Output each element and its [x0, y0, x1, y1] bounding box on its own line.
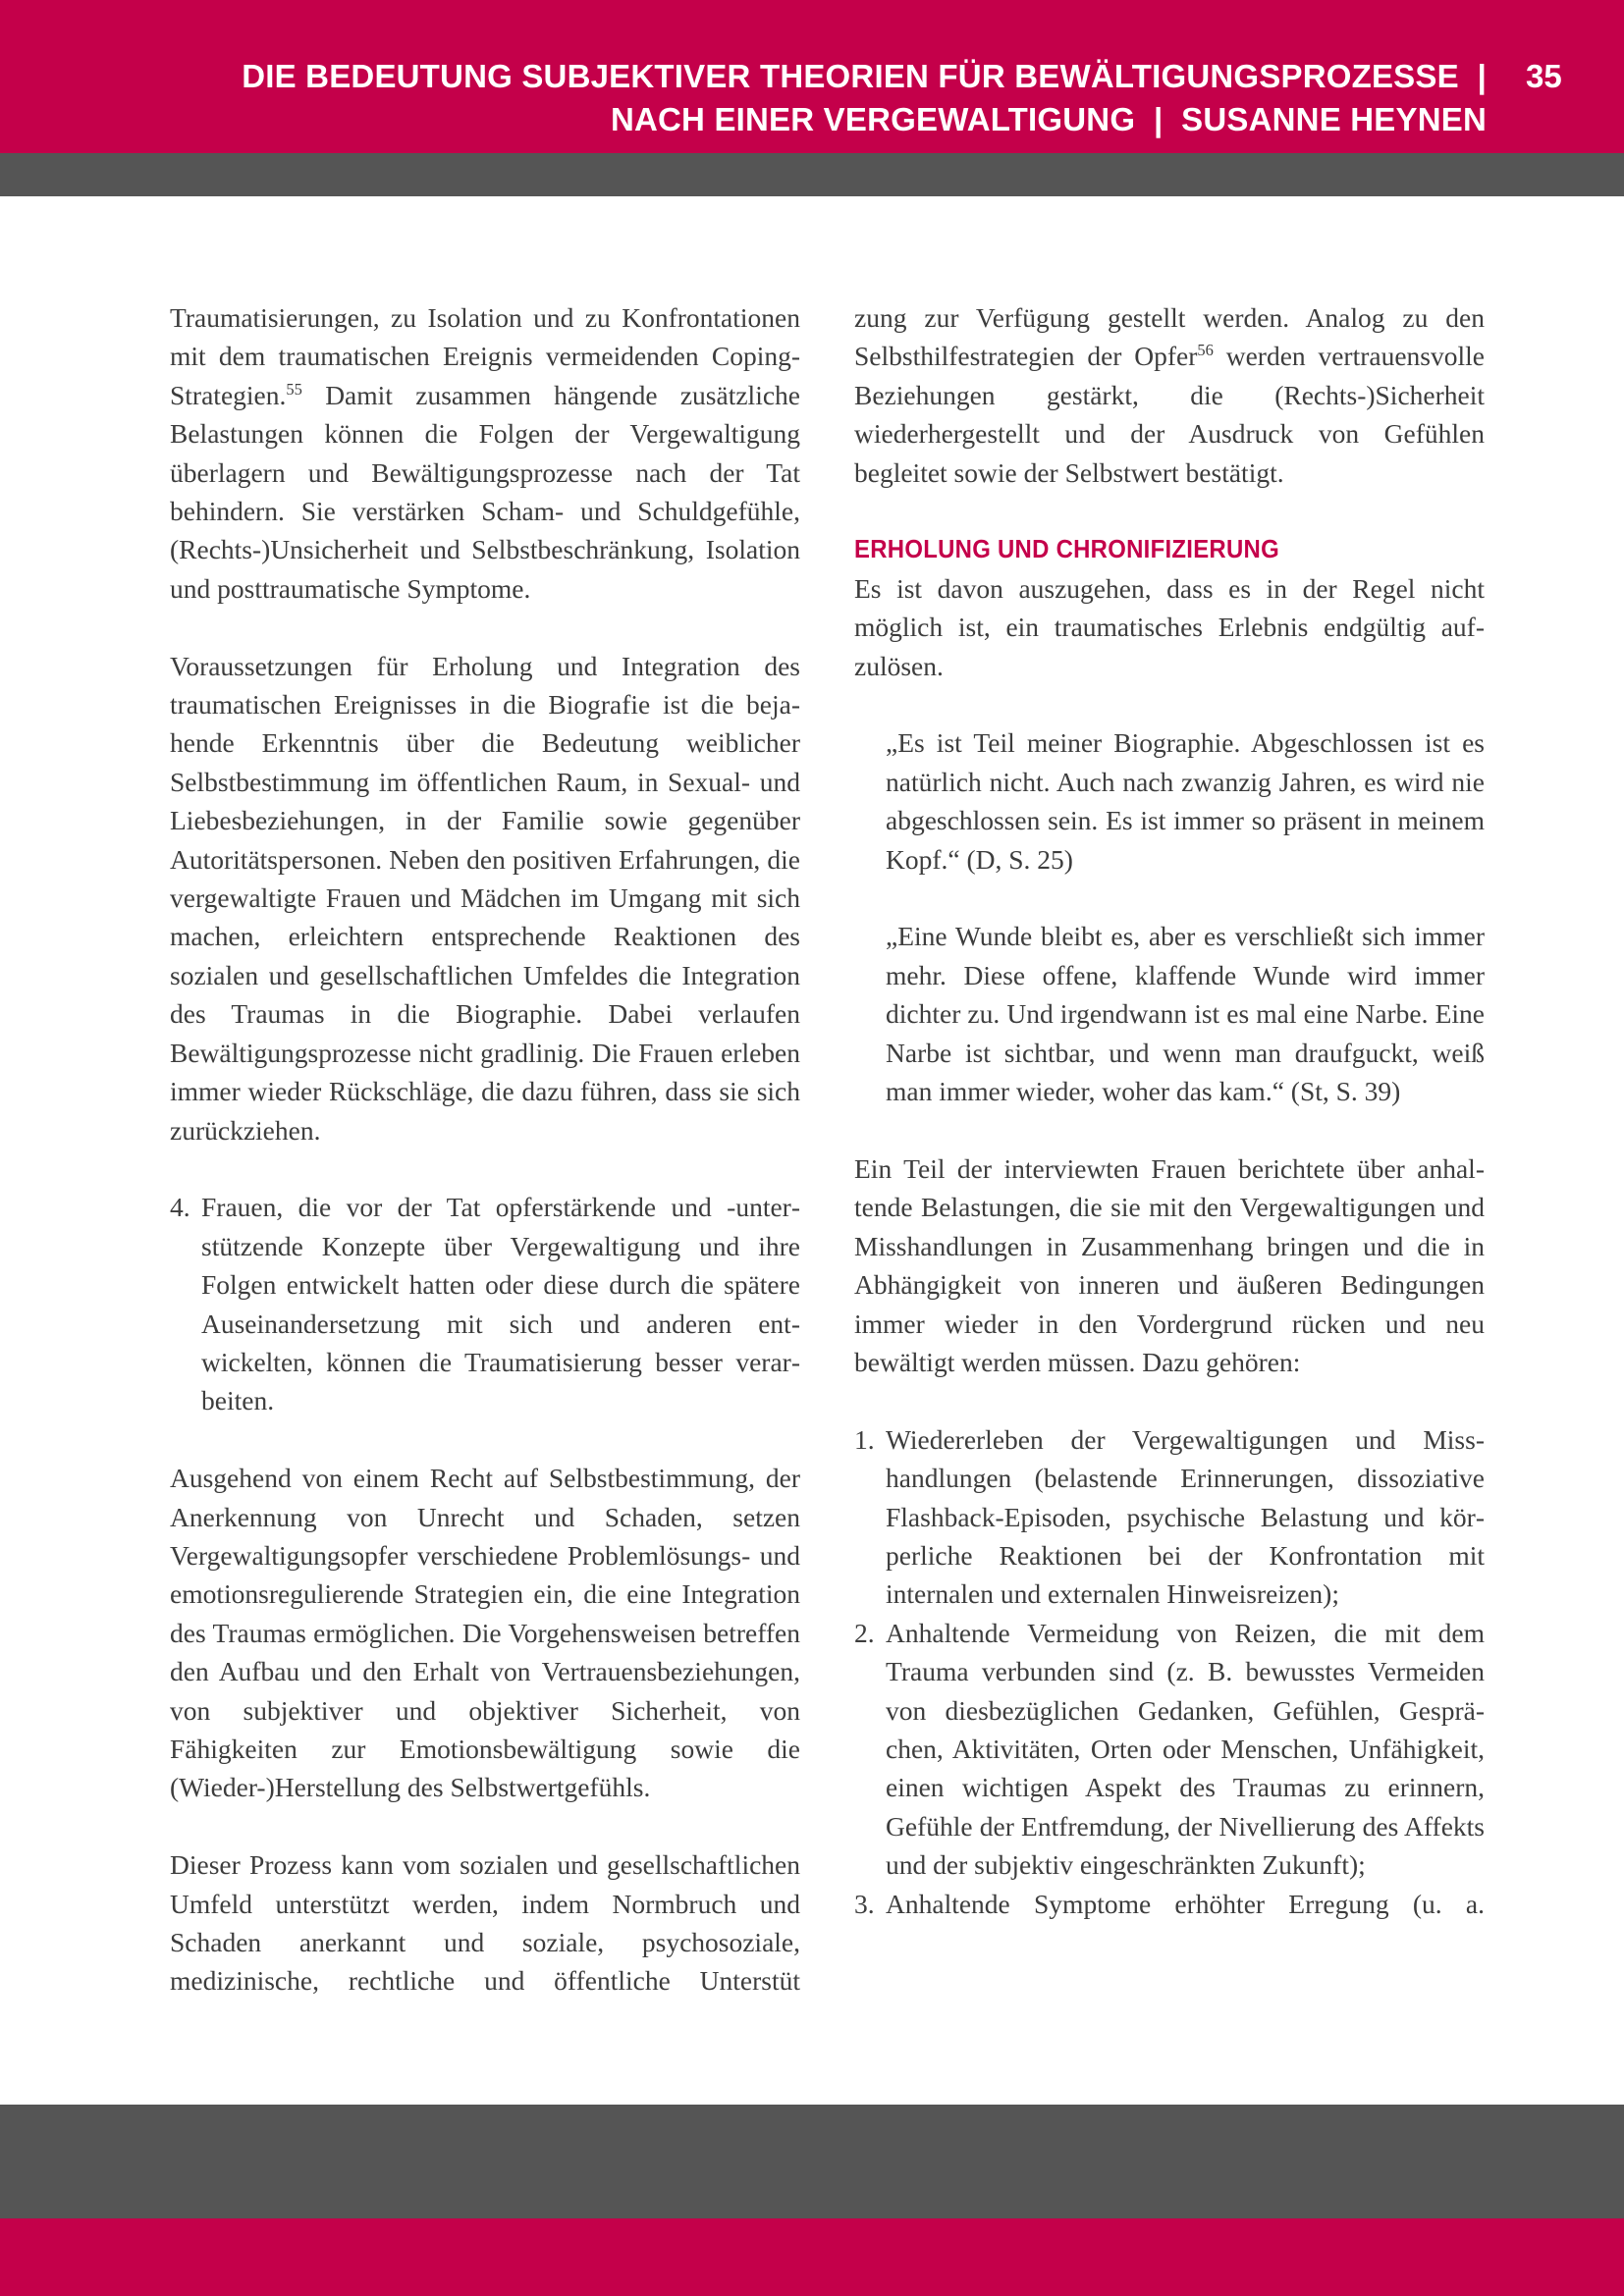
footnote-ref[interactable]: 55 — [286, 379, 302, 399]
footer-gray-stripe — [0, 2105, 1624, 2218]
paragraph: Ausgehend von einem Recht auf Selbstbestimmung, der Anerkennung von Unrecht und Schaden, setzen Vergewaltigungsopfer verschiedene Problemlösungs- und emotionsregulierende Strategien ein, die eine Integration des Traumas ermöglichen. Die Vorgehensweisen betreffen den Aufbau und den Erhalt von Vertrauensbeziehungen, von subjektiver und objektiver Sicherheit, von Fähigkeiten zur Emotionsbewältigung sowie die (Wieder-)Herstellung des Selbstwertgefühls. — [170, 1463, 800, 1803]
list-number: 1. — [854, 1423, 875, 1455]
running-header-line1: DIE BEDEUTUNG SUBJEKTIVER THEORIEN FÜR BEWÄLTIGUNGSPROZESSE | — [242, 58, 1487, 94]
list-text: Frauen, die vor der Tat opferstärkende und -unterstützende Konzepte über Vergewaltigung und ihre Folgen entwickelt hatten oder diese durch die spätere Auseinandersetzung mit sich und anderen entwickelten, können die Traumatisierung besser verarbeiten. — [201, 1192, 800, 1416]
paragraph: Voraussetzungen für Erholung und Integration des traumatischen Ereignisses in die Biografie ist die bejahende Erkenntnis über die Bedeutung weiblicher Selbstbestimmung im öffentlichen Raum, in Sexual- und Liebesbeziehungen, in der Familie sowie gegenüber Autoritätspersonen. Neben den positiven Erfahrungen, die vergewaltigte Frauen und Mädchen im Umgang mit sich machen, erleichtern entsprechende Reaktionen des sozialen und gesellschaftlichen Umfeldes die Integration des Traumas in die Biographie. Dabei verlaufen Bewältigungsprozesse nicht gradlinig. Die Frauen erleben immer wieder Rückschläge, die dazu führen, dass sie sich zurückziehen. — [170, 650, 800, 1146]
paragraph: Dieser Prozess kann vom sozialen und gesellschaftlichen Umfeld unterstützt werden, indem Normbruch und Schaden anerkannt und soziale, psychosoziale, medizinische, rechtliche und öffentliche Unterstüt — [170, 1849, 800, 1997]
paragraph: zung zur Verfügung gestellt werden. Analog zu den Selbsthilfestrategien der Opfer$^{56}$ werden vertrauensvolle Beziehungen gestärkt, die (Rechts-)Sicherheit wiederhergestellt und der Ausdruck von Gefühlen begleitet sowie der Selbstwert bestätigt. — [854, 302, 1485, 488]
list-number: 4. — [170, 1192, 190, 1223]
paragraph: Ein Teil der interviewten Frauen berichtete über anhaltende Belastungen, die sie mit den Vergewaltigungen und Misshandlungen in Zusammenhang bringen und die in Abhängigkeit von inneren und äußeren Bedingungen immer wieder in den Vordergrund rücken und neu bewältigt werden müssen. Dazu gehören: — [854, 1152, 1485, 1377]
paragraph: Es ist davon auszugehen, dass es in der Regel nicht möglich ist, ein traumatisches Erlebnis endgültig aufzulösen. — [854, 572, 1485, 681]
list-text: Wiedererleben der Vergewaltigungen und Misshandlungen (belastende Erinnerungen, dissoziative Flashback-Episoden, psychische Belastung und körperliche Reaktionen bei der Konfrontation mit internalen und externalen Hinweisreizen); — [886, 1423, 1485, 1610]
page-number: 35 — [1526, 58, 1562, 94]
section-heading: ERHOLUNG UND CHRONIFIZIERUNG — [854, 534, 1279, 564]
list-item — [854, 1614, 1485, 1885]
header-gray-stripe — [0, 153, 1624, 196]
list-item — [854, 1885, 1485, 1923]
list-item — [170, 1188, 800, 1419]
right-column — [854, 298, 1485, 1923]
block-quote: „Eine Wunde bleibt es, aber es verschließt sich immer mehr. Diese offene, klaffende Wunde wird immer dichter zu. Und irgendwann ist es mal eine Narbe. Eine Narbe ist sichtbar, und wenn man draufguckt, weiß man immer wieder, woher das kam.“ (St, S. 39) — [886, 921, 1485, 1107]
running-header-line2: NACH EINER VERGEWALTIGUNG | SUSANNE HEYNEN — [610, 101, 1487, 137]
list-text: Anhaltende Vermeidung von Reizen, die mit dem Trauma verbunden sind (z. B. bewusstes Vermeiden von diesbezüglichen Gedanken, Gefühlen, Gesprächen, Aktivitäten, Orten oder Menschen, Unfähigkeit, einen wichtigen Aspekt des Traumas zu erinnern, Gefühle der Entfremdung, der Nivellierung des Affekts und der subjektiv eingeschränkten Zukunft); — [886, 1617, 1485, 1881]
list-item — [854, 1420, 1485, 1614]
running-header — [242, 55, 1487, 141]
list-number: 3. — [854, 1888, 875, 1919]
list-text: Anhaltende Symptome erhöhter Erregung (u. a. — [886, 1888, 1485, 1919]
footnote-ref[interactable]: 56 — [1197, 341, 1214, 360]
left-column — [170, 298, 800, 2001]
block-quote: „Es ist Teil meiner Biographie. Abgeschlossen ist es natürlich nicht. Auch nach zwanzig Jahren, es wird nie abgeschlossen sein. Es ist immer so präsent in meinem Kopf.“ (D, S. 25) — [886, 727, 1485, 875]
list-number: 2. — [854, 1617, 875, 1648]
footer-band — [0, 2218, 1624, 2296]
paragraph: Traumatisierungen, zu Isolation und zu Konfrontationen mit dem traumatischen Ereignis vermeidenden Coping-Strategien.$^{55}$ Damit zusammen hängende zusätzliche Belastungen können die Folgen der Vergewaltigung überlagern und Bewältigungsprozesse nach der Tat behindern. Sie verstärken Scham- und Schuldgefühle, (Rechts-)Unsicherheit und Selbstbeschränkung, Isolation und posttraumatische Symptome. — [170, 302, 800, 604]
